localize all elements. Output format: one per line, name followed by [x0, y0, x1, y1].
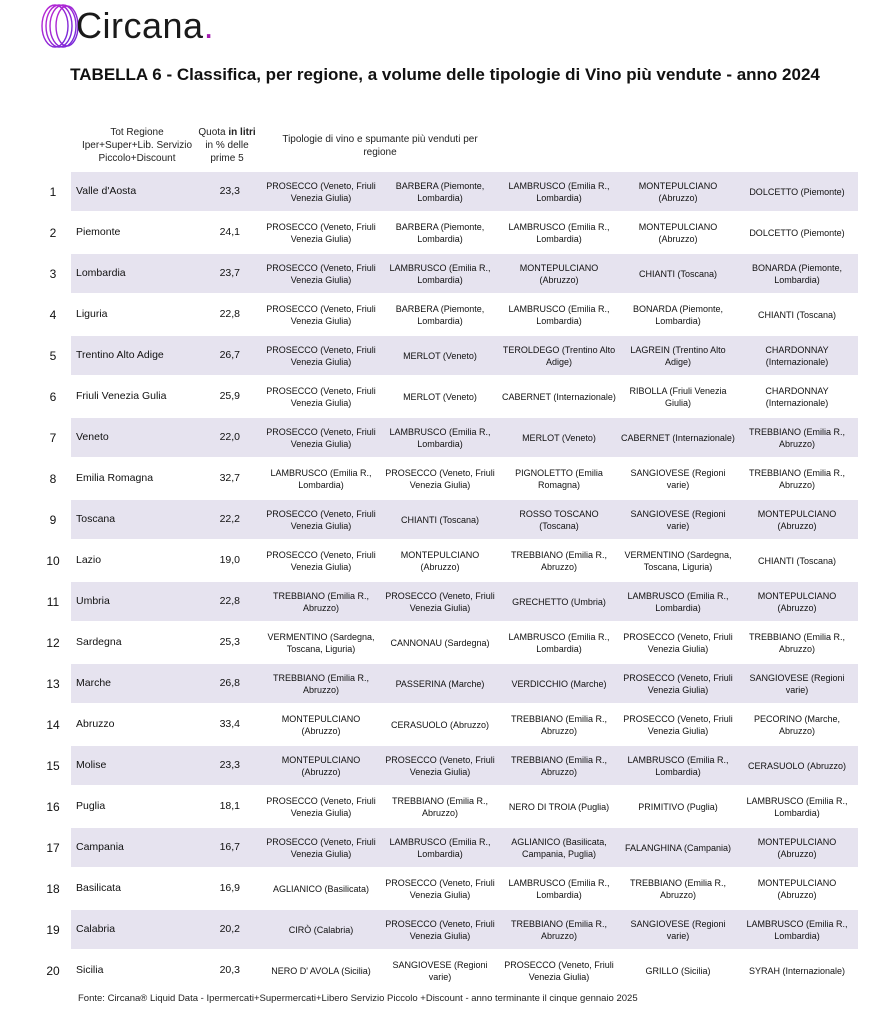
wine-type: PASSERINA (Marche): [395, 678, 485, 689]
wine-type: LAMBRUSCO (Emilia R., Lombardia): [270, 467, 372, 490]
table-row: [38, 869, 858, 910]
wine-type: PROSECCO (Veneto, Friuli Venezia Giulia): [266, 795, 376, 818]
quota-value: 25,3: [219, 636, 240, 648]
table-row: [38, 254, 858, 295]
rank: 3: [49, 267, 57, 281]
rank: 4: [49, 308, 57, 322]
rank: 20: [46, 964, 60, 978]
table-row: [38, 705, 858, 746]
wine-type: LAMBRUSCO (Emilia R., Lombardia): [627, 754, 729, 777]
wine-type: VERMENTINO (Sardegna, Toscana, Liguria): [624, 549, 732, 572]
wine-type: PROSECCO (Veneto, Friuli Venezia Giulia): [385, 590, 495, 613]
quota-value: 25,9: [219, 390, 240, 402]
table-row: [38, 746, 858, 787]
wine-type: PROSECCO (Veneto, Friuli Venezia Giulia): [266, 836, 376, 859]
quota-value: 26,8: [219, 677, 240, 689]
region-name: Lombardia: [76, 267, 126, 279]
wine-type: MERLOT (Veneto): [403, 350, 477, 361]
wine-type: TREBBIANO (Emilia R., Abruzzo): [748, 631, 845, 654]
wine-type: TREBBIANO (Emilia R., Abruzzo): [510, 713, 607, 736]
quota-value: 22,2: [219, 513, 240, 525]
wine-type: BARBERA (Piemonte, Lombardia): [395, 221, 485, 244]
wine-type: CHIANTI (Toscana): [757, 555, 837, 566]
wine-type: GRECHETTO (Umbria): [512, 596, 606, 607]
wine-type: MONTEPULCIANO (Abruzzo): [519, 262, 599, 285]
ranking-table: [38, 172, 858, 992]
quota-value: 23,7: [219, 267, 240, 279]
wine-type: BARBERA (Piemonte, Lombardia): [395, 303, 485, 326]
wine-type: VERDICCHIO (Marche): [511, 678, 607, 689]
table-row: [38, 910, 858, 951]
table-row: [38, 172, 858, 213]
wine-type: PROSECCO (Veneto, Friuli Venezia Giulia): [385, 467, 495, 490]
rank: 12: [46, 636, 60, 650]
wine-type: CHARDONNAY (Internazionale): [765, 344, 829, 367]
wine-type: TREBBIANO (Emilia R., Abruzzo): [510, 754, 607, 777]
wine-type: LAMBRUSCO (Emilia R., Lombardia): [508, 221, 610, 244]
table-row: [38, 623, 858, 664]
wine-type: CHIANTI (Toscana): [400, 514, 480, 525]
wine-type: LAMBRUSCO (Emilia R., Lombardia): [627, 590, 729, 613]
wine-type: CERASUOLO (Abruzzo): [747, 760, 847, 771]
rank: 15: [46, 759, 60, 773]
wine-type: NERO D' AVOLA (Sicilia): [271, 965, 371, 976]
region-name: Trentino Alto Adige: [76, 349, 164, 361]
rank: 1: [49, 185, 57, 199]
table-row: [38, 664, 858, 705]
table-row: [38, 295, 858, 336]
region-name: Valle d'Aosta: [76, 185, 137, 197]
header-quota: Quota in litri in % delle prime 5: [198, 127, 256, 164]
table-row: [38, 336, 858, 377]
wine-type: TREBBIANO (Emilia R., Abruzzo): [272, 590, 369, 613]
region-name: Lazio: [76, 554, 102, 566]
wine-type: MONTEPULCIANO (Abruzzo): [281, 754, 361, 777]
wine-type: CHIANTI (Toscana): [757, 309, 837, 320]
wine-type: MONTEPULCIANO (Abruzzo): [638, 180, 718, 203]
rank: 8: [49, 472, 57, 486]
table-row: [38, 418, 858, 459]
wine-type: CHIANTI (Toscana): [638, 268, 718, 279]
wine-type: PROSECCO (Veneto, Friuli Venezia Giulia): [266, 385, 376, 408]
wine-type: PROSECCO (Veneto, Friuli Venezia Giulia): [385, 754, 495, 777]
header-region: Tot Regione Iper+Super+Lib. Servizio Piccolo+Discount: [81, 127, 193, 164]
rank: 9: [49, 513, 57, 527]
header-types: Tipologie di vino e spumante più venduti per regione: [282, 134, 478, 158]
wine-type: PROSECCO (Veneto, Friuli Venezia Giulia): [266, 221, 376, 244]
quota-value: 22,8: [219, 308, 240, 320]
wine-type: TREBBIANO (Emilia R., Abruzzo): [391, 795, 488, 818]
table-row: [38, 377, 858, 418]
quota-value: 23,3: [219, 759, 240, 771]
region-name: Emilia Romagna: [76, 472, 154, 484]
wine-type: TREBBIANO (Emilia R., Abruzzo): [748, 467, 845, 490]
region-name: Molise: [76, 759, 107, 771]
wine-type: DOLCETTO (Piemonte): [749, 186, 845, 197]
table-row: [38, 582, 858, 623]
region-name: Piemonte: [76, 226, 121, 238]
rank: 11: [46, 595, 60, 609]
rank: 2: [49, 226, 57, 240]
rank: 14: [46, 718, 60, 732]
wine-type: LAMBRUSCO (Emilia R., Lombardia): [746, 918, 848, 941]
wine-type: NERO DI TROIA (Puglia): [508, 801, 610, 812]
circana-logo: [40, 2, 230, 50]
wine-type: PROSECCO (Veneto, Friuli Venezia Giulia): [266, 262, 376, 285]
wine-type: TREBBIANO (Emilia R., Abruzzo): [629, 877, 726, 900]
region-name: Campania: [76, 841, 124, 853]
wine-type: GRILLO (Sicilia): [645, 965, 711, 976]
circana-rings-icon: [40, 2, 80, 50]
table-row: [38, 213, 858, 254]
wine-type: DOLCETTO (Piemonte): [749, 227, 845, 238]
wine-type: PROSECCO (Veneto, Friuli Venezia Giulia): [385, 877, 495, 900]
wine-type: AGLIANICO (Basilicata): [272, 883, 370, 894]
wine-type: LAMBRUSCO (Emilia R., Lombardia): [746, 795, 848, 818]
quota-value: 26,7: [219, 349, 240, 361]
wine-type: PROSECCO (Veneto, Friuli Venezia Giulia): [266, 549, 376, 572]
wine-type: SANGIOVESE (Regioni varie): [630, 508, 726, 531]
wine-type: CABERNET (Internazionale): [502, 391, 616, 402]
region-name: Friuli Venezia Gulia: [76, 390, 167, 402]
region-name: Basilicata: [76, 882, 121, 894]
quota-value: 22,0: [219, 431, 240, 443]
region-name: Calabria: [76, 923, 116, 935]
wine-type: PROSECCO (Veneto, Friuli Venezia Giulia): [623, 631, 733, 654]
wine-type: FALANGHINA (Campania): [624, 842, 732, 853]
wine-type: MERLOT (Veneto): [522, 432, 596, 443]
quota-value: 32,7: [219, 472, 240, 484]
rank: 5: [49, 349, 57, 363]
wine-type: PRIMITIVO (Puglia): [638, 801, 718, 812]
quota-value: 20,2: [219, 923, 240, 935]
wine-type: TREBBIANO (Emilia R., Abruzzo): [748, 426, 845, 449]
rank: 10: [46, 554, 60, 568]
table-row: [38, 951, 858, 992]
wine-type: TEROLDEGO (Trentino Alto Adige): [502, 344, 616, 367]
quota-value: 23,3: [219, 185, 240, 197]
quota-value: 33,4: [219, 718, 240, 730]
wine-type: PROSECCO (Veneto, Friuli Venezia Giulia): [266, 508, 376, 531]
wine-type: LAMBRUSCO (Emilia R., Lombardia): [389, 426, 491, 449]
wine-type: MONTEPULCIANO (Abruzzo): [757, 836, 837, 859]
wine-type: CIRÒ (Calabria): [288, 924, 354, 935]
wine-type: VERMENTINO (Sardegna, Toscana, Liguria): [267, 631, 375, 654]
wine-type: LAMBRUSCO (Emilia R., Lombardia): [508, 303, 610, 326]
quota-value: 20,3: [219, 964, 240, 976]
wine-type: MERLOT (Veneto): [403, 391, 477, 402]
quota-value: 19,0: [219, 554, 240, 566]
wine-type: MONTEPULCIANO (Abruzzo): [400, 549, 480, 572]
wine-type: PROSECCO (Veneto, Friuli Venezia Giulia): [266, 426, 376, 449]
rank: 7: [49, 431, 57, 445]
source-note: Fonte: Circana® Liquid Data - Ipermercati+Supermercati+Libero Servizio Piccolo +Discount - anno terminante il cinque gennaio 2025: [78, 993, 638, 1004]
table-row: [38, 541, 858, 582]
wine-type: RIBOLLA (Friuli Venezia Giulia): [629, 385, 727, 408]
region-name: Puglia: [76, 800, 106, 812]
rank: 17: [46, 841, 60, 855]
region-name: Sicilia: [76, 964, 104, 976]
table-row: [38, 828, 858, 869]
region-name: Veneto: [76, 431, 109, 443]
rank: 16: [46, 800, 60, 814]
quota-value: 16,7: [219, 841, 240, 853]
wine-type: PROSECCO (Veneto, Friuli Venezia Giulia): [266, 344, 376, 367]
region-name: Abruzzo: [76, 718, 115, 730]
wine-type: BARBERA (Piemonte, Lombardia): [395, 180, 485, 203]
wine-type: LAMBRUSCO (Emilia R., Lombardia): [389, 836, 491, 859]
wine-type: SYRAH (Internazionale): [748, 965, 846, 976]
table-row: [38, 787, 858, 828]
quota-value: 16,9: [219, 882, 240, 894]
quota-value: 18,1: [219, 800, 240, 812]
region-name: Sardegna: [76, 636, 122, 648]
wine-type: MONTEPULCIANO (Abruzzo): [757, 590, 837, 613]
wine-type: LAMBRUSCO (Emilia R., Lombardia): [389, 262, 491, 285]
wine-type: PROSECCO (Veneto, Friuli Venezia Giulia): [623, 713, 733, 736]
wine-type: MONTEPULCIANO (Abruzzo): [281, 713, 361, 736]
wine-type: TREBBIANO (Emilia R., Abruzzo): [510, 549, 607, 572]
wine-type: LAMBRUSCO (Emilia R., Lombardia): [508, 180, 610, 203]
wine-type: MONTEPULCIANO (Abruzzo): [757, 877, 837, 900]
wine-type: PIGNOLETTO (Emilia Romagna): [515, 467, 603, 490]
wine-type: LAGREIN (Trentino Alto Adige): [630, 344, 726, 367]
wine-type: BONARDA (Piemonte, Lombardia): [632, 303, 724, 326]
wine-type: PECORINO (Marche, Abruzzo): [753, 713, 840, 736]
table-row: [38, 500, 858, 541]
wine-type: PROSECCO (Veneto, Friuli Venezia Giulia): [385, 918, 495, 941]
table-row: [38, 459, 858, 500]
rank: 6: [49, 390, 57, 404]
wine-type: CERASUOLO (Abruzzo): [390, 719, 490, 730]
wine-type: CHARDONNAY (Internazionale): [765, 385, 829, 408]
wine-type: SANGIOVESE (Regioni varie): [392, 959, 488, 982]
wine-type: CANNONAU (Sardegna): [390, 637, 490, 648]
wine-type: PROSECCO (Veneto, Friuli Venezia Giulia): [623, 672, 733, 695]
quota-value: 24,1: [219, 226, 240, 238]
wine-type: TREBBIANO (Emilia R., Abruzzo): [510, 918, 607, 941]
region-name: Marche: [76, 677, 112, 689]
wine-type: AGLIANICO (Basilicata, Campania, Puglia): [511, 836, 607, 859]
wine-type: LAMBRUSCO (Emilia R., Lombardia): [508, 631, 610, 654]
region-name: Liguria: [76, 308, 108, 320]
page-title: TABELLA 6 - Classifica, per regione, a volume delle tipologie di Vino più vendute - anno 2024: [70, 65, 820, 84]
region-name: Umbria: [76, 595, 110, 607]
wine-type: PROSECCO (Veneto, Friuli Venezia Giulia): [266, 180, 376, 203]
wine-type: CABERNET (Internazionale): [621, 432, 735, 443]
wine-type: LAMBRUSCO (Emilia R., Lombardia): [508, 877, 610, 900]
rank: 18: [46, 882, 60, 896]
wine-type: MONTEPULCIANO (Abruzzo): [638, 221, 718, 244]
quota-value: 22,8: [219, 595, 240, 607]
rank: 13: [46, 677, 60, 691]
wine-type: PROSECCO (Veneto, Friuli Venezia Giulia): [266, 303, 376, 326]
wine-type: SANGIOVESE (Regioni varie): [630, 918, 726, 941]
brand-name: Circana.: [76, 5, 215, 46]
wine-type: MONTEPULCIANO (Abruzzo): [757, 508, 837, 531]
wine-type: SANGIOVESE (Regioni varie): [630, 467, 726, 490]
wine-type: ROSSO TOSCANO (Toscana): [519, 508, 599, 531]
wine-type: PROSECCO (Veneto, Friuli Venezia Giulia): [504, 959, 614, 982]
wine-type: BONARDA (Piemonte, Lombardia): [751, 262, 843, 285]
rank: 19: [46, 923, 60, 937]
wine-type: TREBBIANO (Emilia R., Abruzzo): [272, 672, 369, 695]
region-name: Toscana: [76, 513, 116, 525]
wine-type: SANGIOVESE (Regioni varie): [749, 672, 845, 695]
